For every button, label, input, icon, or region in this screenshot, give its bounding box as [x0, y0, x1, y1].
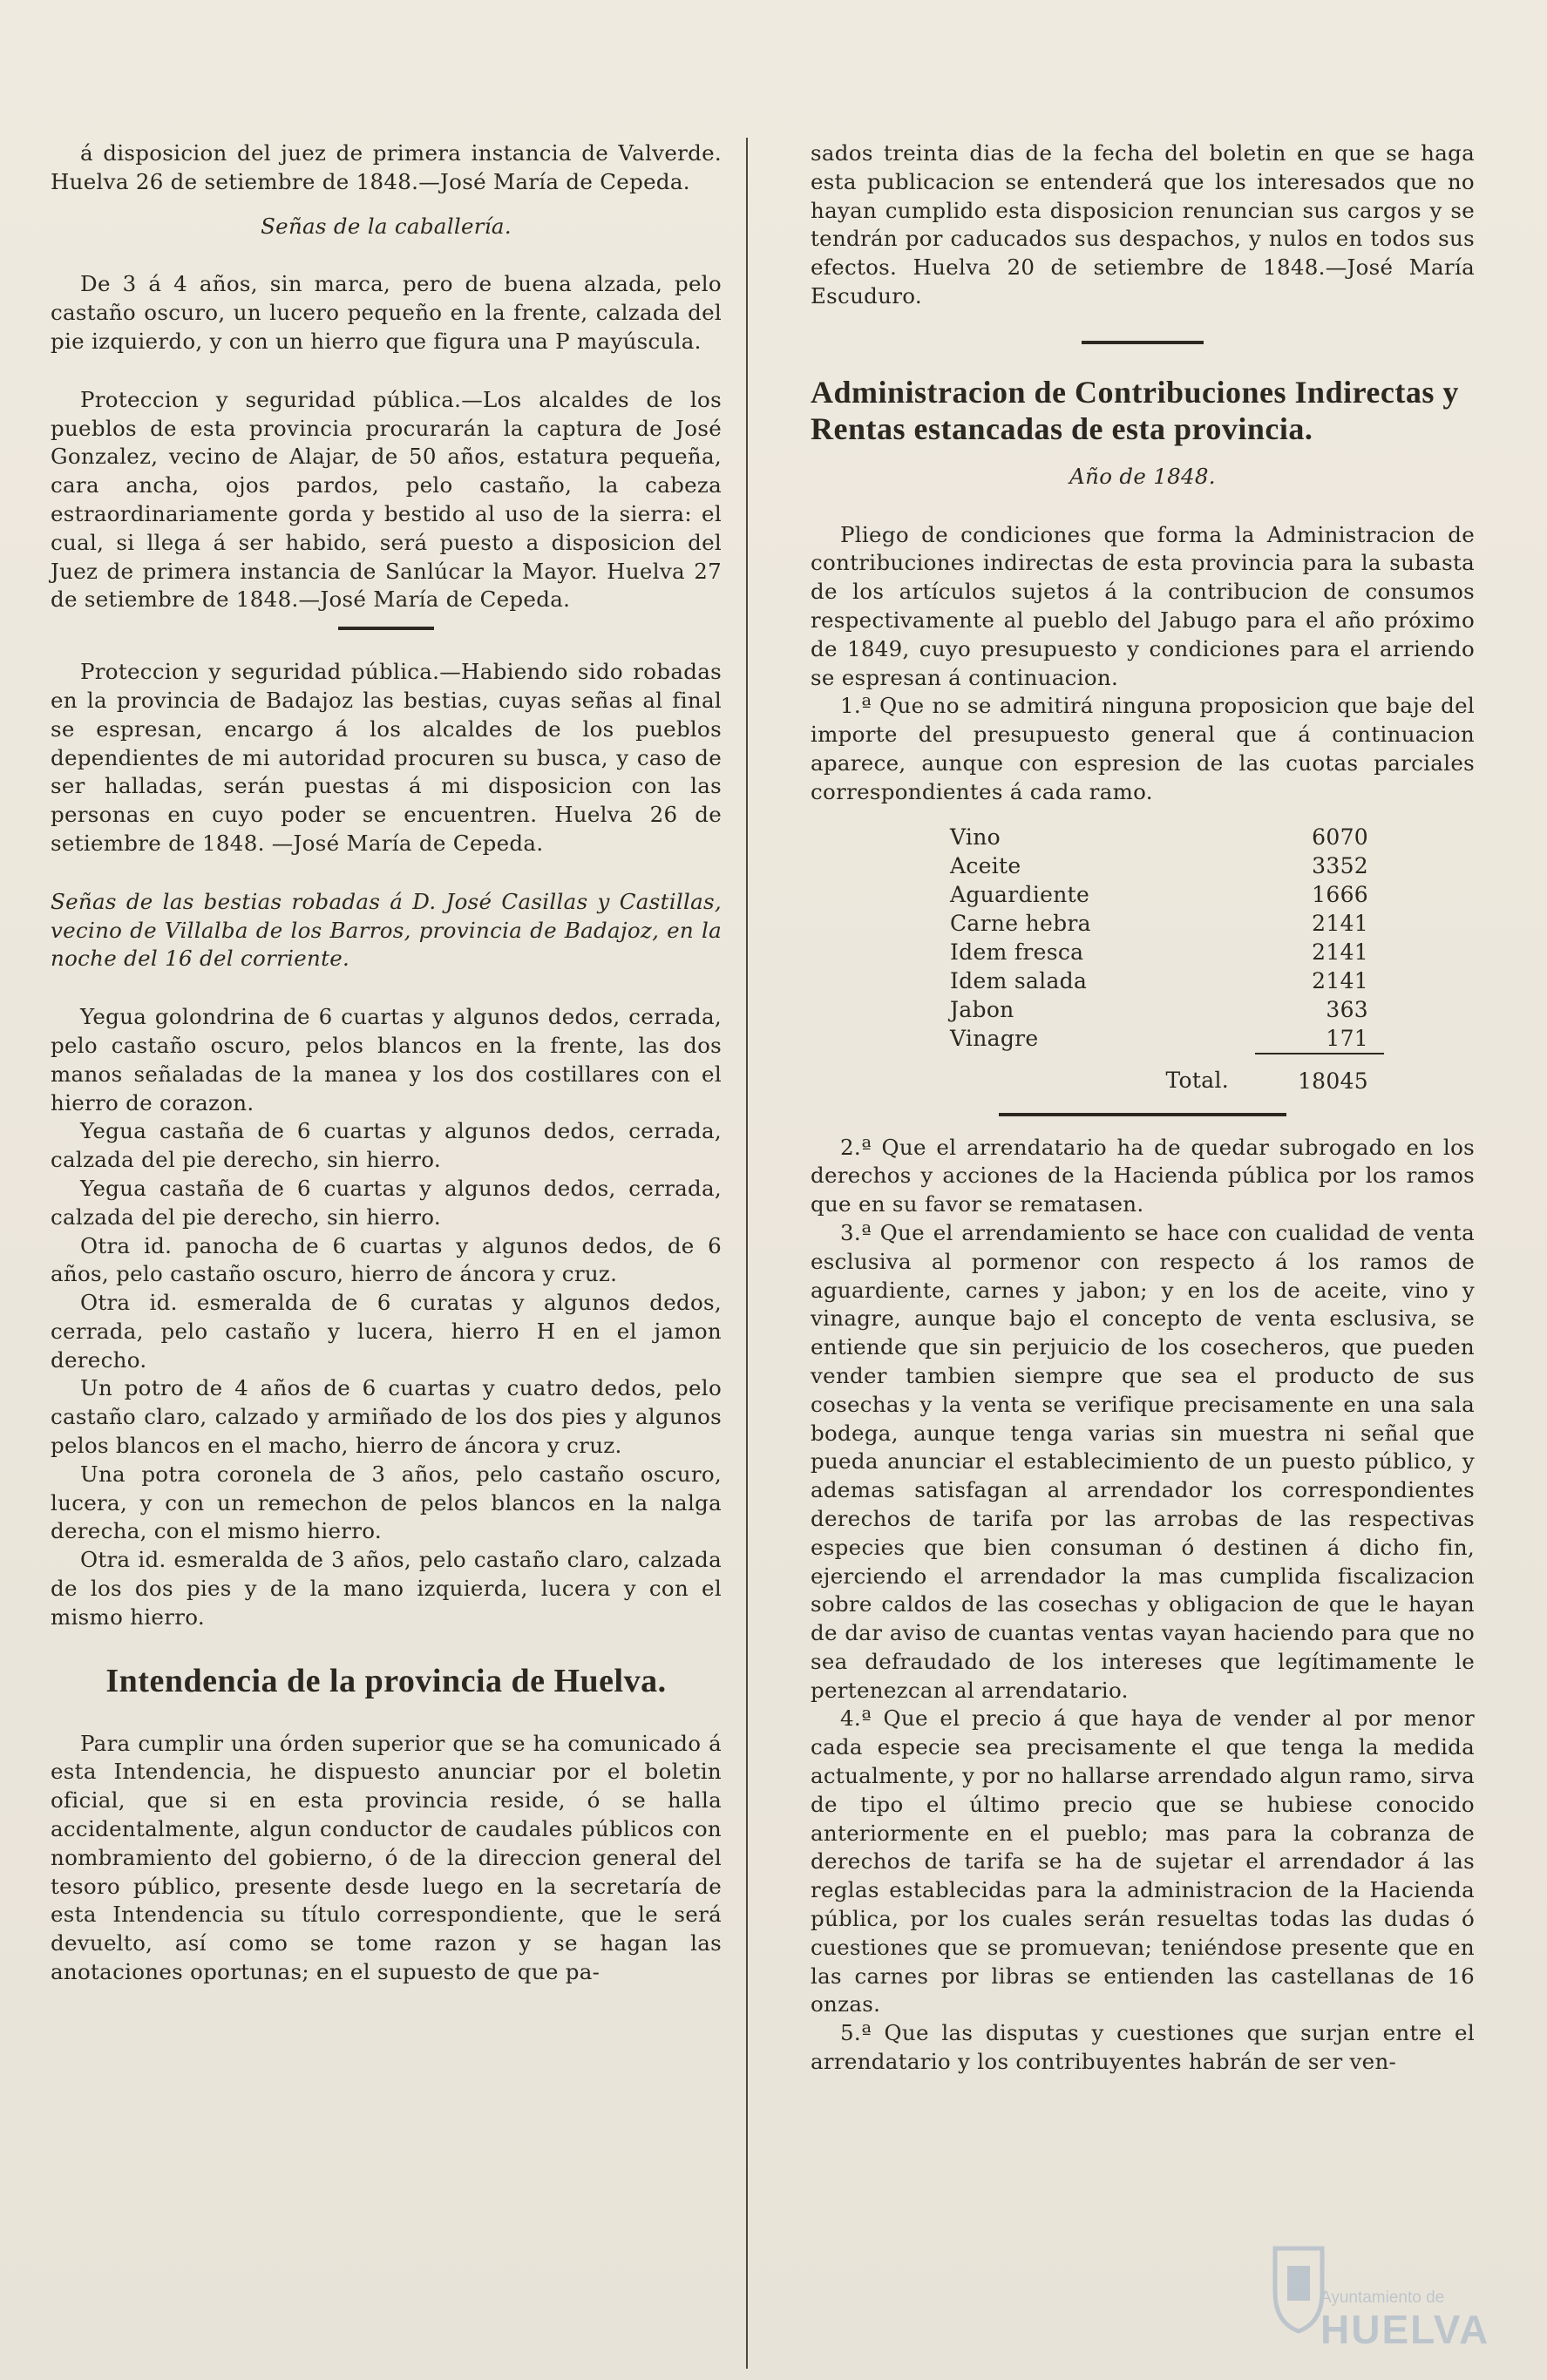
tariff-row [950, 966, 1384, 995]
tariff-item: Aguardiente [950, 881, 1090, 907]
intendencia-title: Intendencia de la provincia de Huelva. [105, 1662, 667, 1699]
tariff-row [950, 909, 1384, 938]
senas-caballeria-heading: Señas de la caballería. [261, 213, 512, 239]
tariff-amount: 171 [1326, 1025, 1368, 1051]
total-label: Total. [1165, 1068, 1229, 1094]
condicion-2: 2.ª Que el arrendatario ha de quedar subrogado en los derechos y acciones de la Hacienda pública por los ramos que en su favor se rematasen. [811, 1134, 1475, 1217]
tariff-row [950, 938, 1384, 966]
total-amount: 18045 [1255, 1054, 1384, 1095]
tariff-item: Carne hebra [950, 910, 1091, 936]
watermark-label: Ayuntamiento de [1320, 2288, 1445, 2307]
right-column [811, 139, 1475, 2077]
column-divider [746, 138, 748, 2369]
tariff-amount: 3352 [1312, 852, 1368, 878]
tariff-item: Vino [950, 824, 1001, 850]
tariff-row [950, 995, 1384, 1024]
administracion-title: Administracion de Contribuciones Indirectas y Rentas estancadas de esta provincia. [811, 374, 1459, 446]
bestia-3: Yegua castaña de 6 cuartas y algunos dedos, cerrada, calzada del pie derecho, sin hierro. [51, 1175, 722, 1230]
watermark-city: HUELVA [1320, 2307, 1490, 2352]
bestia-7: Una potra coronela de 3 años, pelo castaño oscuro, lucera, y con un remechon de pelos blancos en la nalga derecha, con el mismo hierro. [51, 1461, 722, 1544]
tariff-row [950, 823, 1384, 851]
tariff-table [950, 823, 1384, 1095]
long-rule [999, 1113, 1286, 1116]
tariff-total-row [950, 1054, 1384, 1095]
ayuntamiento-watermark [1268, 2187, 1490, 2353]
condicion-1: 1.ª Que no se admitirá ninguna proposicion que baje del importe del presupuesto general que á continuacion aparece, aunque con espresion de las cuotas parciales correspondientes á cada ramo. [811, 693, 1475, 804]
tariff-item: Idem salada [950, 967, 1088, 993]
right-paragraph-1: sados treinta dias de la fecha del boletin en que se haga esta publicacion se entenderá que los interesados que no hayan cumplido esta disposicion renuncian sus cargos y se tendrán por caducados sus despachos, y nulos en todos sus efectos. Huelva 20 de setiembre de 1848.—José María Escuduro. [811, 140, 1475, 309]
tariff-item: Aceite [950, 852, 1021, 878]
tariff-item: Vinagre [950, 1026, 1039, 1052]
left-paragraph-2: De 3 á 4 años, sin marca, pero de buena alzada, pelo castaño oscuro, un lucero pequeño en la frente, calzada del pie izquierdo, y con un hierro que figura una P mayúscula. [51, 271, 722, 354]
tariff-item: Jabon [950, 996, 1014, 1022]
tariff-amount: 6070 [1312, 824, 1368, 850]
condicion-5: 5.ª Que las disputas y cuestiones que surjan entre el arrendatario y los contribuyentes habrán de ser ven- [811, 2020, 1475, 2075]
bestia-8: Otra id. esmeralda de 3 años, pelo castaño claro, calzada de los dos pies y de la mano izquierda, lucera y con el mismo hierro. [51, 1547, 722, 1630]
right-paragraph-2: Pliego de condiciones que forma la Administracion de contribuciones indirectas de esta provincia para la subasta de los artículos sujetos á la contribucion de consumos respectivamente al pueblo del Jabugo para el año próximo de 1849, cuyo presupuesto y condiciones para el arriendo se espresan á continuacion. [811, 521, 1475, 690]
bestia-6: Un potro de 4 años de 6 cuartas y cuatro dedos, pelo castaño claro, calzado y armiñado de los dos pies y algunos pelos blancos en el macho, hierro de áncora y cruz. [51, 1375, 722, 1459]
left-column [51, 139, 722, 1987]
year-heading: Año de 1848. [1069, 463, 1216, 489]
tariff-amount: 2141 [1312, 939, 1368, 965]
left-paragraph-1: á disposicion del juez de primera instancia de Valverde. Huelva 26 de setiembre de 1848.—José María de Cepeda. [51, 140, 722, 194]
left-paragraph-5: Para cumplir una órden superior que se ha comunicado á esta Intendencia, he dispuesto anunciar por el boletin oficial, que si en esta provincia reside, ó se halla accidentalmente, algun conductor de caudales públicos con nombramiento del gobierno, ó de la direccion general del tesoro público, presente desde luego en la secretaría de esta Intendencia su título correspondiente, que le será devuelto, así como se tome razon y se hagan las anotaciones oportunas; en el supuesto de que pa- [51, 1730, 722, 1985]
bestia-4: Otra id. panocha de 6 cuartas y algunos dedos, de 6 años, pelo castaño oscuro, hierro de áncora y cruz. [51, 1232, 722, 1287]
bestias-heading: Señas de las bestias robadas á D. José Casillas y Castillas, vecino de Villalba de los Barros, provincia de Badajoz, en la noche del 16 del corriente. [51, 888, 722, 972]
tariff-amount: 2141 [1312, 910, 1368, 936]
bestia-5: Otra id. esmeralda de 6 curatas y algunos dedos, cerrada, pelo castaño y lucera, hierro H en el jamon derecho. [51, 1290, 722, 1373]
condicion-3: 3.ª Que el arrendamiento se hace con cualidad de venta esclusiva al pormenor con respecto á los ramos de aguardiente, carnes y jabon; y en los de aceite, vino y vinagre, aunque bajo el concepto de venta esclusiva, se entiende que sin perjuicio de los cosecheros, que pueden vender tambien siempre que sea el producto de sus cosechas y la venta se verifique precisamente en una sala bodega, aunque tenga varias sin muestra ni señal que pueda anunciar el establecimiento de un puesto público, y ademas satisfagan al arrendador los correspondientes derechos de tarifa por las arrobas de las respectivas especies que bien consuman ó destinen á dicho fin, ejerciendo el arrendador la mas cumplida fiscalizacion sobre caldos de las cosechas y obligacion de que le hayan de dar aviso de cuantas ventas vayan haciendo para que no sea defraudado de los intereses que legítimamente le pertenezcan al arrendatario. [811, 1219, 1475, 1703]
tariff-amount: 363 [1326, 996, 1368, 1022]
tariff-row [950, 1024, 1384, 1054]
tariff-row [950, 880, 1384, 909]
short-rule [338, 627, 434, 630]
tariff-amount: 2141 [1312, 967, 1368, 993]
left-paragraph-3: Proteccion y seguridad pública.—Los alcaldes de los pueblos de esta provincia procurarán la captura de José Gonzalez, vecino de Alajar, de 50 años, estatura pequeña, cara ancha, ojos pardos, pelo castaño, la cabeza estraordinariamente gorda y bestido al uso de la sierra: el cual, si llega á ser habido, será puesto a disposicion del Juez de primera instancia de Sanlúcar la Mayor. Huelva 27 de setiembre de 1848.—José María de Cepeda. [51, 386, 722, 613]
short-rule-right [1082, 341, 1204, 344]
tariff-item: Idem fresca [950, 939, 1084, 965]
bestia-2: Yegua castaña de 6 cuartas y algunos dedos, cerrada, calzada del pie derecho, sin hierro. [51, 1118, 722, 1173]
bestia-1: Yegua golondrina de 6 cuartas y algunos dedos, cerrada, pelo castaño oscuro, pelos blancos en la frente, las dos manos señaladas de la manea y los dos costillares con el hierro de corazon. [51, 1004, 722, 1115]
tariff-row [950, 851, 1384, 880]
tariff-amount: 1666 [1312, 881, 1368, 907]
left-paragraph-4: Proteccion y seguridad pública.—Habiendo sido robadas en la provincia de Badajoz las bestias, cuyas señas al final se espresan, encargo á los alcaldes de los pueblos dependientes de mi autoridad procuren su busca, y caso de ser halladas, serán puestas á mi disposicion con las personas en cuyo poder se encuentren. Huelva 26 de setiembre de 1848. —José María de Cepeda. [51, 659, 722, 856]
condicion-4: 4.ª Que el precio á que haya de vender al por menor cada especie sea precisamente el que tenga la medida actualmente, y por no hallarse arrendado algun ramo, sirva de tipo el último precio que se hubiese conocido anteriormente en el pueblo; mas para la cobranza de derechos de tarifa se ha de sujetar el arrendador á las reglas establecidas para la administracion de la Hacienda pública, por los cuales serán resueltas todas las dudas ó cuestiones que se promuevan; teniéndose presente que en las carnes por libras se entienden las castellanas de 16 onzas. [811, 1705, 1475, 2017]
